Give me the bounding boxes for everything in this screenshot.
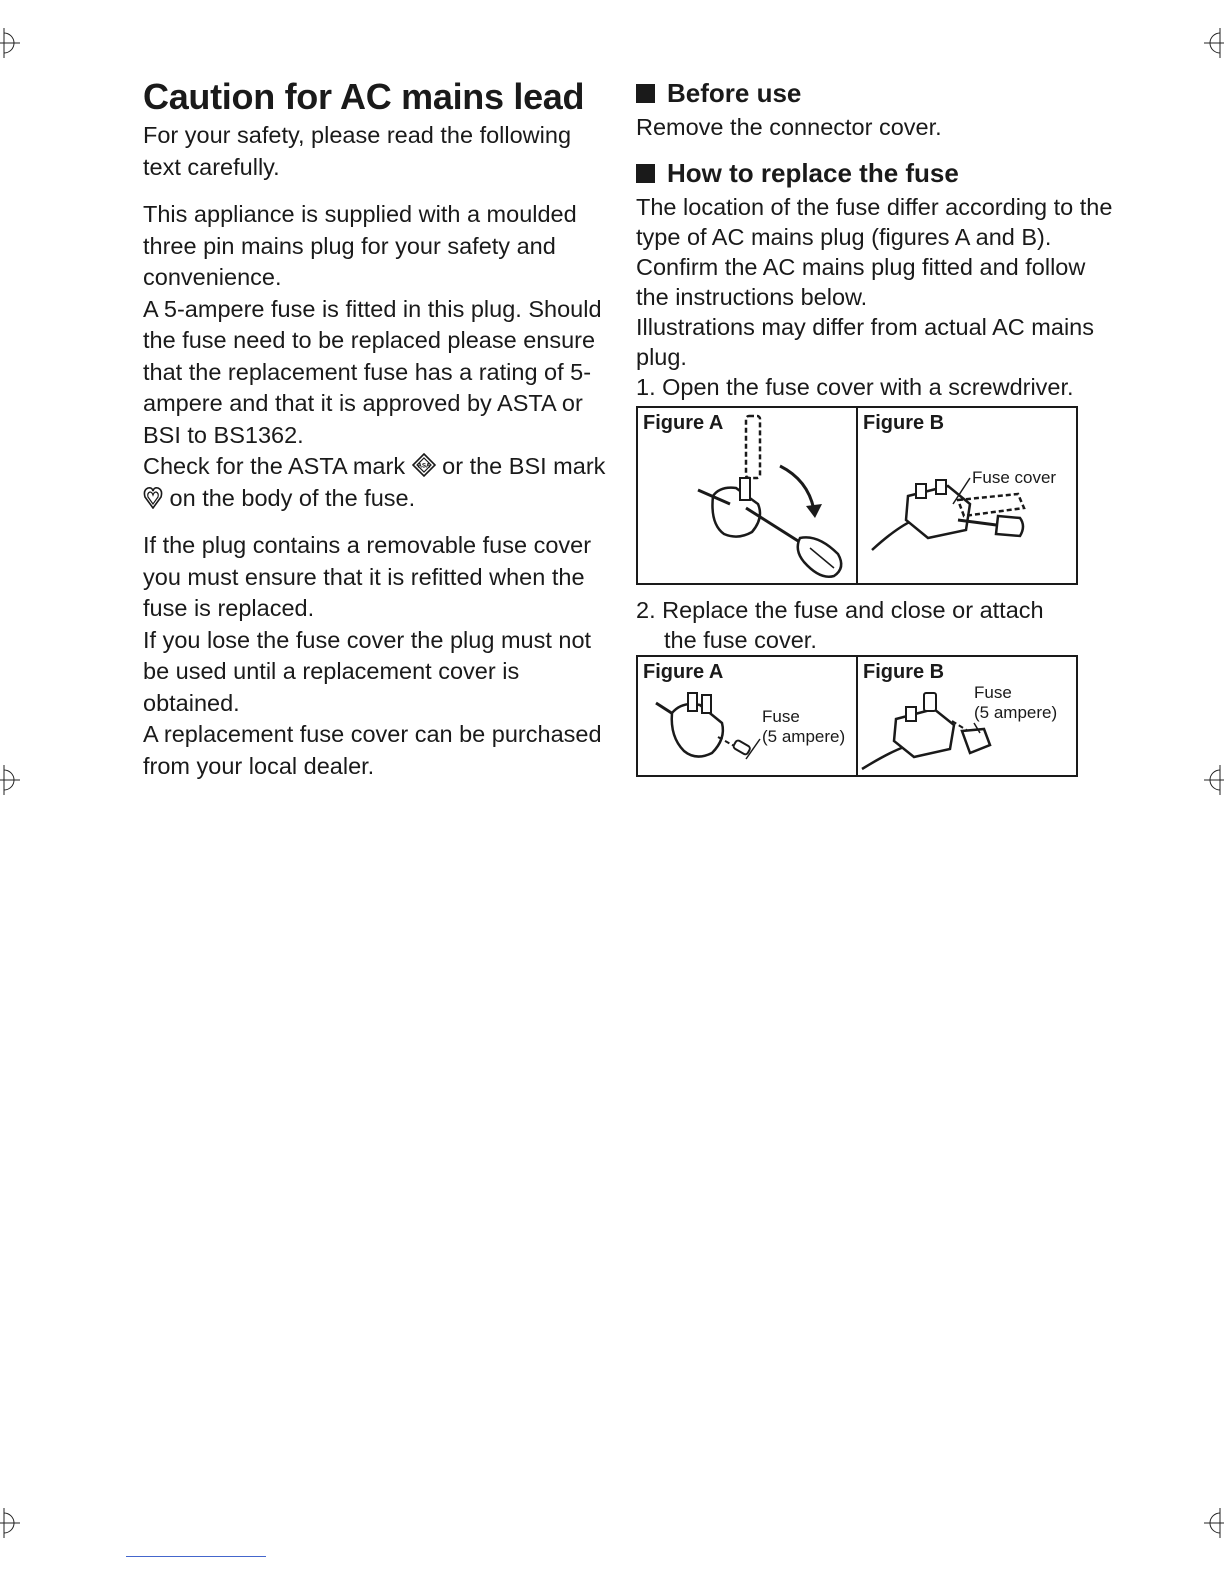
registration-mark-mid-right: [1200, 765, 1224, 795]
figure-b-caption: Figure B: [863, 412, 945, 434]
before-use-text: Remove the connector cover.: [636, 114, 942, 140]
plug-screwdriver-illustration: [638, 408, 857, 583]
registration-mark-top-left: [0, 28, 22, 58]
before-use-heading: Before use: [636, 74, 1116, 112]
figure-row-open-cover: [636, 406, 1078, 585]
footer-line: [126, 1556, 266, 1557]
figure-a-caption-2: Figure A: [643, 661, 724, 683]
step-2-continued: the fuse cover.: [664, 627, 817, 653]
registration-mark-bottom-right: [1200, 1508, 1224, 1538]
fuse-instructions-section: [636, 74, 1116, 777]
fuse-body-text: on the body of the fuse.: [169, 484, 416, 511]
registration-mark-mid-left: [0, 765, 22, 795]
fuse-rating-label-a: (5 ampere): [762, 727, 846, 746]
registration-mark-bottom-left: [0, 1508, 22, 1538]
illustration-note: Illustrations may differ from actual AC mains plug.: [636, 314, 1094, 370]
figure-b-caption-2: Figure B: [863, 661, 945, 683]
fuse-label-a: Fuse: [762, 707, 800, 726]
plug-fuse-a-illustration: [638, 657, 857, 775]
replace-fuse-heading: How to replace the fuse: [636, 154, 1116, 192]
plug-fuse-cover-illustration: [858, 408, 1077, 583]
bsi-kitemark-icon: [143, 485, 163, 509]
step-1: 1. Open the fuse cover with a screwdriver.: [636, 374, 1074, 400]
mark-check-text: [143, 451, 613, 514]
caution-section: [143, 74, 613, 782]
page-title: Caution for AC mains lead: [143, 76, 585, 117]
replace-fuse-text: The location of the fuse differ according to the type of AC mains plug (figures A and B). Confirm the AC mains plug fitted and follow the instructions below.: [636, 194, 1113, 310]
fuse-rating-text: A 5-ampere fuse is fitted in this plug. Should the fuse need to be replaced please ensure that the replacement fuse has a rating of 5-ampere and that it is approved by ASTA or BSI to BS1362.: [143, 295, 602, 448]
fuse-label-b: Fuse: [974, 683, 1012, 702]
intro-text: For your safety, please read the following text carefully.: [143, 122, 572, 180]
registration-mark-top-right: [1200, 28, 1224, 58]
figure-a-caption: Figure A: [643, 412, 724, 434]
figure-b-replace: [858, 657, 1076, 775]
fuse-rating-label-b: (5 ampere): [974, 703, 1058, 722]
figure-a-open: [638, 408, 858, 583]
asta-mark-icon: [412, 453, 436, 477]
figure-row-replace-fuse: [636, 655, 1078, 777]
step-2: 2. Replace the fuse and close or attach: [636, 597, 1044, 623]
asta-text: Check for the ASTA mark: [143, 453, 406, 479]
bsi-text: or the BSI mark: [442, 453, 606, 479]
bullet-square-icon: [636, 164, 655, 183]
figure-b-open: [858, 408, 1076, 583]
fuse-cover-label: Fuse cover: [972, 468, 1057, 487]
plug-description: This appliance is supplied with a moulded three pin mains plug for your safety and convenience.: [143, 201, 577, 290]
bullet-square-icon: [636, 84, 655, 103]
replacement-cover-text: A replacement fuse cover can be purchased from your local dealer.: [143, 721, 602, 779]
svg-text:ASA: ASA: [417, 463, 430, 470]
fuse-cover-refit-text: If the plug contains a removable fuse cover you must ensure that it is refitted when the fuse is replaced.: [143, 532, 592, 621]
plug-fuse-b-illustration: [858, 657, 1077, 775]
figure-a-replace: [638, 657, 858, 775]
lost-cover-text: If you lose the fuse cover the plug must not be used until a replacement cover is obtained.: [143, 626, 592, 716]
